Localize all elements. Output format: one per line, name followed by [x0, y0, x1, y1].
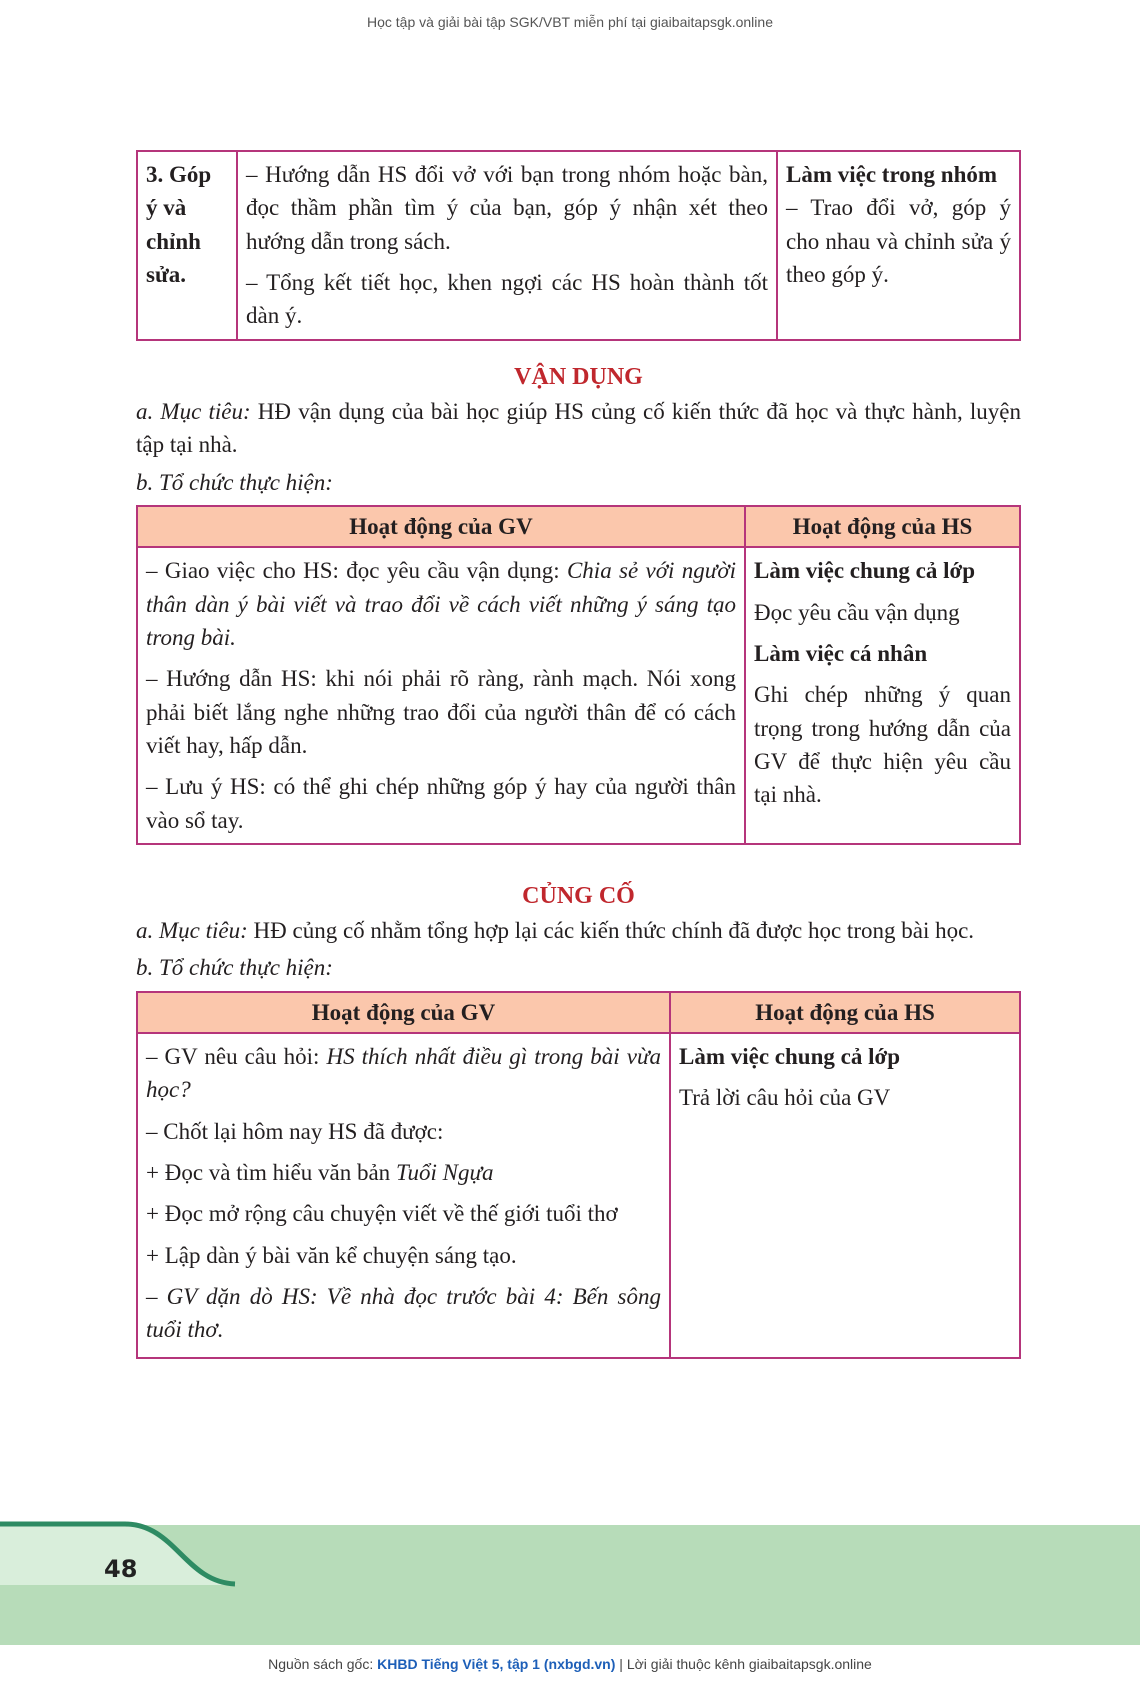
- table-gop-y: [136, 150, 1021, 341]
- gv-paragraph: – Hướng dẫn HS: khi nói phải rõ ràng, rành mạch. Nói xong phải biết lắng nghe những trao đổi của người thân để có cách viết hay, hấp dẫn.: [146, 666, 736, 759]
- column-header-gv: Hoạt động của GV: [137, 992, 670, 1033]
- table-gop-y-section: [136, 150, 1021, 341]
- cung-co-section: [136, 883, 1021, 1359]
- source-link[interactable]: KHBD Tiếng Việt 5, tập 1 (nxbgd.vn): [377, 1656, 616, 1672]
- to-chuc-label: b. Tổ chức thực hiện:: [136, 955, 333, 981]
- to-chuc-label: b. Tổ chức thực hiện:: [136, 469, 333, 495]
- table-header-row: [137, 992, 1020, 1033]
- table-row: [137, 151, 1020, 340]
- gv-paragraph: [146, 1156, 661, 1189]
- gv-activity-cell: [237, 151, 777, 340]
- table-row: [137, 547, 1020, 844]
- gv-italic-text: HS thích nhất điều gì trong bài vừa học?: [146, 1044, 661, 1103]
- source-prefix: Nguồn sách gốc:: [268, 1656, 378, 1672]
- gv-text: – GV nêu câu hỏi:: [146, 1044, 327, 1070]
- gv-paragraph: – Tổng kết tiết học, khen ngợi các HS hoàn thành tốt dàn ý.: [246, 270, 768, 329]
- section-title: CỦNG CỐ: [522, 883, 635, 909]
- page-number: 48: [104, 1555, 138, 1583]
- gv-paragraph: – Hướng dẫn HS đổi vở với bạn trong nhóm hoặc bàn, đọc thầm phần tìm ý của bạn, góp ý nhận xét theo hướng dẫn trong sách.: [246, 162, 768, 254]
- hs-heading: Làm việc chung cả lớp: [754, 558, 976, 584]
- gv-activity-cell: [137, 547, 745, 844]
- top-banner: Học tập và giải bài tập SGK/VBT miễn phí tại giaibaitapsgk.online: [367, 14, 773, 30]
- footer-wave-decoration: [0, 1500, 300, 1590]
- gv-activity-cell: [137, 1033, 670, 1358]
- table-cung-co: [136, 991, 1021, 1359]
- table-van-dung: [136, 505, 1021, 845]
- hs-heading: Làm việc cá nhân: [754, 641, 928, 667]
- gv-paragraph: [146, 554, 736, 654]
- muc-tieu-text: HĐ củng cố nhằm tổng hợp lại các kiến thức chính đã được học trong bài học.: [247, 918, 975, 943]
- hs-activity-cell: [777, 151, 1020, 340]
- hs-heading: Làm việc chung cả lớp: [679, 1044, 901, 1070]
- gv-paragraph: + Đọc mở rộng câu chuyện viết về thế giới tuổi thơ: [146, 1201, 618, 1227]
- muc-tieu-text: HĐ vận dụng của bài học giúp HS củng cố kiến thức đã học và thực hành, luyện tập tại nhà.: [136, 399, 1022, 458]
- muc-tieu-paragraph: [136, 914, 1021, 947]
- hs-activity-cell: [745, 547, 1020, 844]
- source-line: [0, 1656, 1140, 1672]
- muc-tieu-label: a. Mục tiêu:: [136, 918, 248, 943]
- gv-paragraph: – GV dặn dò HS: Về nhà đọc trước bài 4: Bến sông tuổi thơ.: [146, 1284, 661, 1343]
- gv-paragraph: – Chốt lại hôm nay HS đã được:: [146, 1118, 444, 1144]
- gv-paragraph: [146, 1040, 661, 1107]
- step-cell: 3. Góp ý và chỉnh sửa.: [137, 151, 237, 340]
- hs-paragraph: Ghi chép những ý quan trọng trong hướng dẫn của GV để thực hiện yêu cầu tại nhà.: [754, 682, 1011, 808]
- gv-text: + Đọc và tìm hiểu văn bản: [146, 1160, 396, 1186]
- column-header-hs: Hoạt động của HS: [670, 992, 1020, 1033]
- column-header-hs: Hoạt động của HS: [745, 506, 1020, 547]
- muc-tieu-label: a. Mục tiêu:: [136, 399, 251, 424]
- table-header-row: [137, 506, 1020, 547]
- hs-paragraph: Trả lời câu hỏi của GV: [679, 1085, 891, 1111]
- hs-activity-cell: [670, 1033, 1020, 1358]
- gv-paragraph: – Lưu ý HS: có thể ghi chép những góp ý hay của người thân vào sổ tay.: [146, 774, 736, 833]
- muc-tieu-paragraph: [136, 395, 1021, 462]
- hs-heading: Làm việc trong nhóm: [786, 162, 998, 187]
- van-dung-section: [136, 364, 1021, 845]
- hs-paragraph: Đọc yêu cầu vận dụng: [754, 599, 960, 625]
- source-separator: |: [615, 1656, 627, 1672]
- table-row: [137, 1033, 1020, 1358]
- column-header-gv: Hoạt động của GV: [137, 506, 745, 547]
- section-title: VẬN DỤNG: [514, 364, 643, 390]
- gv-italic-text: Chia sẻ với người thân dàn ý bài viết và trao đổi về cách viết những ý sáng tạo trong bài.: [146, 558, 736, 651]
- source-suffix: Lời giải thuộc kênh giaibaitapsgk.online: [626, 1656, 872, 1672]
- gv-italic-text: Tuổi Ngựa: [395, 1160, 494, 1186]
- gv-paragraph: + Lập dàn ý bài văn kể chuyện sáng tạo.: [146, 1242, 517, 1268]
- hs-paragraph: – Trao đổi vở, góp ý cho nhau và chỉnh sửa ý theo góp ý.: [786, 195, 1011, 288]
- gv-text: – Giao việc cho HS: đọc yêu cầu vận dụng:: [146, 558, 567, 584]
